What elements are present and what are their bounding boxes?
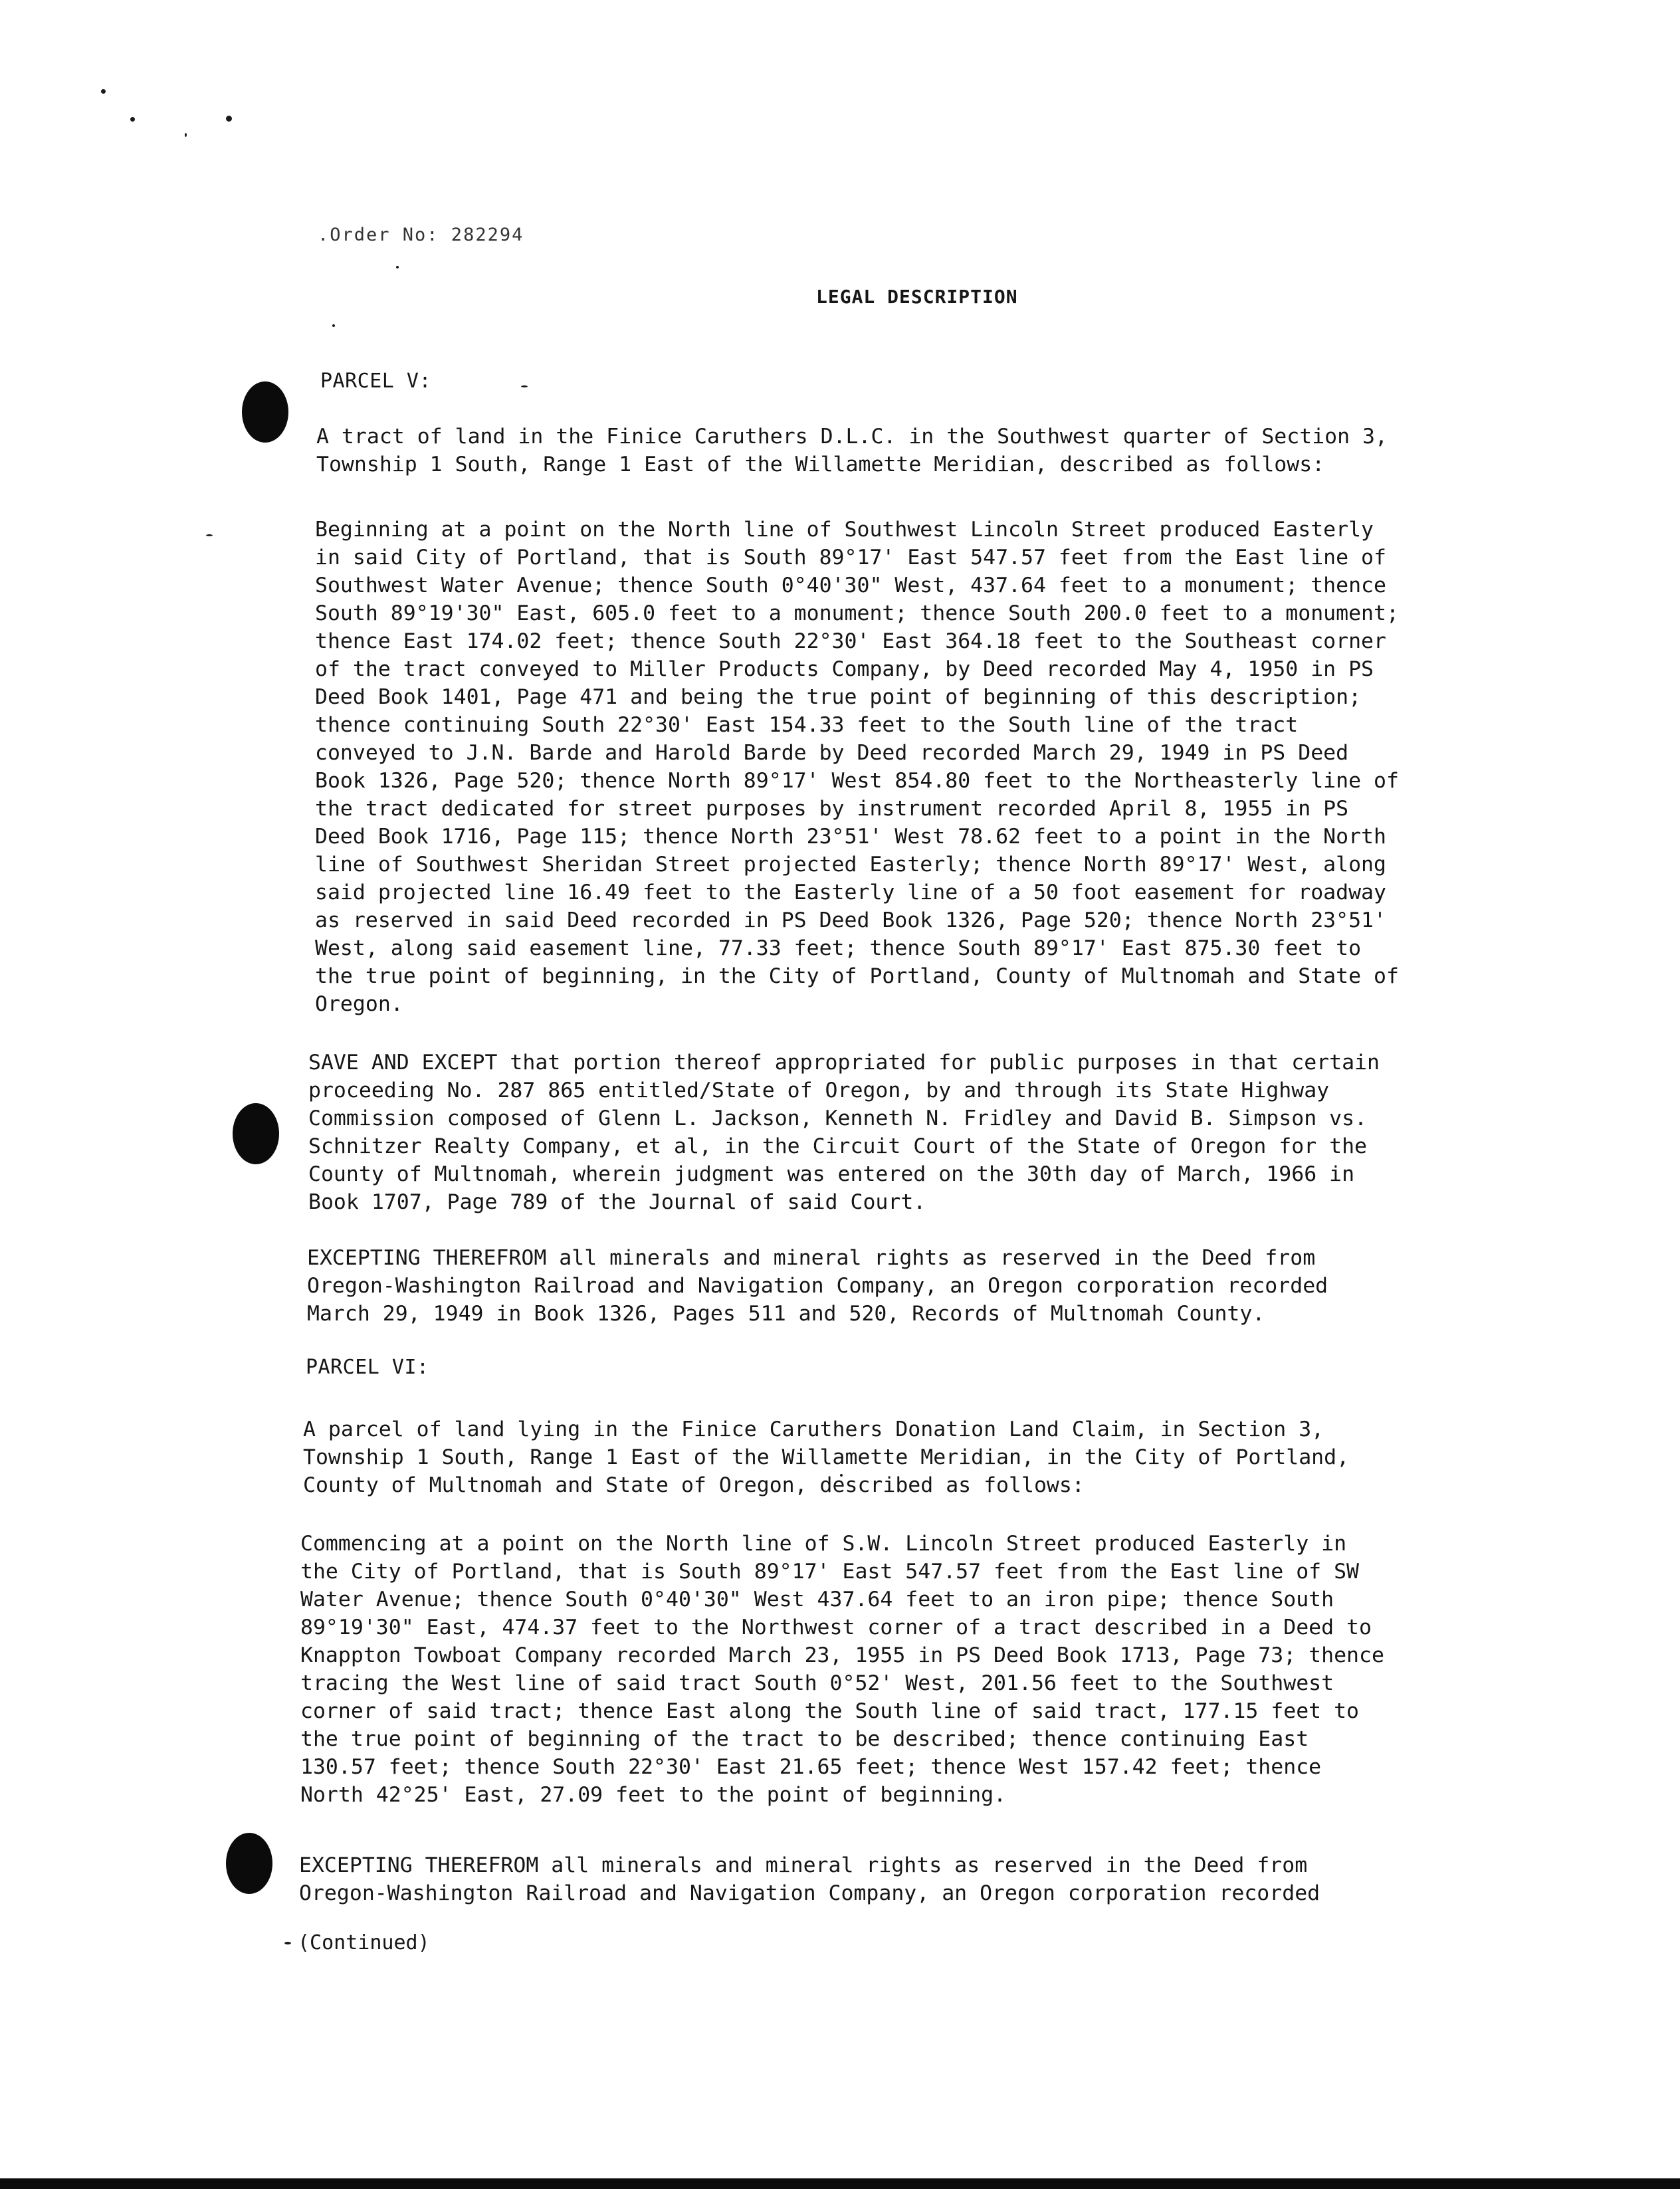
scan-speck	[185, 133, 187, 137]
order-number: .Order No: 282294	[318, 225, 524, 245]
punch-hole	[242, 381, 288, 443]
punch-hole	[233, 1103, 279, 1164]
parcel-v-save-and-except: SAVE AND EXCEPT that portion thereof appropriated for public purposes in that certain proceeding No. 287 865 entitled/State of Oregon, by and through its State Highway Commission composed of Glenn L. Jackson, Kenneth N. Fridley and David B. Simpson vs. Schnitzer Realty Company, et al, in the Circuit Court of the State of Oregon for the County of Multnomah, wherein judgment was entered on the 30th day of March, 1966 in Book 1707, Page 789 of the Journal of said Court.	[308, 1051, 1380, 1214]
parcel-v-intro: A tract of land in the Finice Caruthers D.L.C. in the Southwest quarter of Section 3, Township 1 South, Range 1 East of the Willamette Meridian, described as follows:	[316, 425, 1388, 476]
parcel-v-description: Beginning at a point on the North line of Southwest Lincoln Street produced Easterly in said City of Portland, that is South 89°17' East 547.57 feet from the East line of Southwest Water Avenue; thence South 0°40'30" West, 437.64 feet to a monument; thence South 89°19'30" East, 605.0 feet to a monument; thence South 200.0 feet to a monument; thence East 174.02 feet; thence South 22°30' East 364.18 feet to the Southeast corner of the tract conveyed to Miller Products Company, by Deed recorded May 4, 1950 in PS Deed Book 1401, Page 471 and being the true point of beginning of this description; thence continuing South 22°30' East 154.33 feet to the South line of the tract conveyed to J.N. Barde and Harold Barde by Deed recorded March 29, 1949 in PS Deed Book 1326, Page 520; thence North 89°17' West 854.80 feet to the Northeasterly line of the tract dedicated for street purposes by instrument recorded April 8, 1955 in PS Deed Book 1716, Page 115; thence North 23°51' West 78.62 feet to a point in the North line of Southwest Sheridan Street projected Easterly; thence North 89°17' West, along said projected line 16.49 feet to the Easterly line of a 50 foot easement for roadway as reserved in said Deed recorded in PS Deed Book 1326, Page 520; thence North 23°51' West, along said easement line, 77.33 feet; thence South 89°17' East 875.30 feet to the true point of beginning, in the City of Portland, County of Multnomah and State of Oregon.	[315, 518, 1399, 1016]
scan-speck	[521, 385, 528, 387]
scan-speck	[332, 324, 335, 327]
punch-hole	[226, 1833, 272, 1894]
scan-speck	[396, 266, 399, 268]
scan-speck	[226, 116, 232, 122]
continued-note: (Continued)	[298, 1931, 430, 1954]
parcel-vi-excepting: EXCEPTING THEREFROM all minerals and mineral rights as reserved in the Deed from Oregon-Washington Railroad and Navigation Company, an Oregon corporation recorded	[299, 1853, 1320, 1905]
document-title: LEGAL DESCRIPTION	[816, 286, 1018, 308]
parcel-vi-heading: PARCEL VI:	[306, 1356, 429, 1379]
scan-speck	[101, 89, 106, 94]
scan-speck	[206, 534, 213, 536]
parcel-vi-intro: A parcel of land lying in the Finice Caruthers Donation Land Claim, in Section 3, Township 1 South, Range 1 East of the Willamette Meridian, in the City of Portland, County of Multnomah and State of Oregon, described as follows:	[303, 1417, 1350, 1497]
parcel-vi-description: Commencing at a point on the North line of S.W. Lincoln Street produced Easterly in the City of Portland, that is South 89°17' East 547.57 feet from the East line of SW Water Avenue; thence South 0°40'30" West 437.64 feet to an iron pipe; thence South 89°19'30" East, 474.37 feet to the Northwest corner of a tract described in a Deed to Knappton Towboat Company recorded March 23, 1955 in PS Deed Book 1713, Page 73; thence tracing the West line of said tract South 0°52' West, 201.56 feet to the Southwest corner of said tract; thence East along the South line of said tract, 177.15 feet to the true point of beginning of the tract to be described; thence continuing East 130.57 feet; thence South 22°30' East 21.65 feet; thence West 157.42 feet; thence North 42°25' East, 27.09 feet to the point of beginning.	[300, 1532, 1384, 1807]
scan-speck	[284, 1942, 291, 1944]
scan-speck	[130, 117, 135, 122]
scan-bottom-edge	[0, 2178, 1680, 2189]
parcel-v-heading: PARCEL V:	[320, 369, 432, 393]
parcel-v-excepting: EXCEPTING THEREFROM all minerals and mineral rights as reserved in the Deed from Oregon-Washington Railroad and Navigation Company, an Oregon corporation recorded March 29, 1949 in Book 1326, Pages 511 and 520, Records of Multnomah County.	[307, 1246, 1328, 1326]
